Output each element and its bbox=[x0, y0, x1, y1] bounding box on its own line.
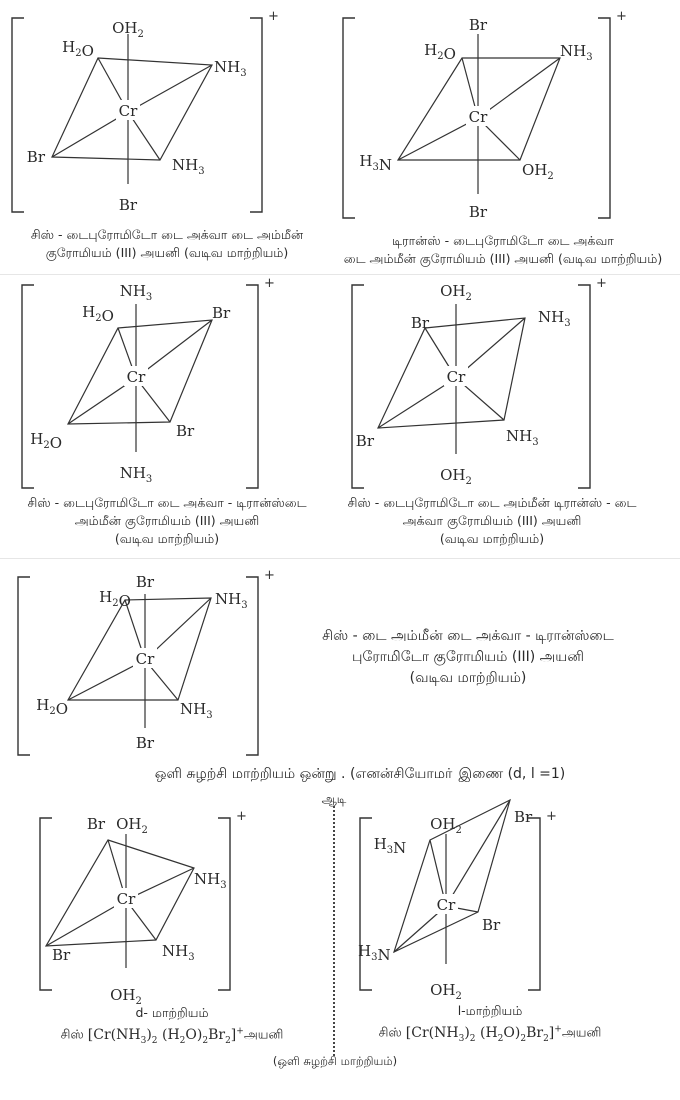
left-bracket bbox=[40, 818, 52, 990]
ligand-v0: Br bbox=[410, 314, 430, 332]
right-bracket bbox=[246, 285, 258, 488]
caption-cis-diammine-trans-dibromido bbox=[286, 626, 650, 689]
ligand-v2: Br bbox=[482, 916, 501, 934]
ligand-v3: $H_2O$ bbox=[36, 696, 68, 718]
ligand-v3: Br bbox=[52, 946, 71, 964]
caption-d-isomer bbox=[14, 1004, 330, 1049]
left-bracket bbox=[18, 577, 30, 755]
ligand-top: $OH_2$ bbox=[112, 19, 144, 40]
optical-bottom-note: (ஒளி சுழற்சி மாற்றியம்) bbox=[272, 1054, 398, 1068]
charge-sign: + bbox=[616, 9, 627, 24]
complex-s6 bbox=[40, 809, 247, 1007]
right-bracket bbox=[598, 18, 610, 218]
left-bracket bbox=[360, 818, 372, 990]
ligand-bottom: $OH_2$ bbox=[110, 986, 142, 1007]
ligand-top: $OH_2$ bbox=[116, 815, 148, 836]
caption-l-isomer bbox=[330, 1002, 650, 1047]
section-divider bbox=[0, 558, 680, 559]
ligand-v2: $NH_3$ bbox=[162, 942, 195, 963]
ligand-v2: $NH_3$ bbox=[180, 700, 213, 721]
left-bracket bbox=[343, 18, 355, 218]
ligand-v3: $H_2O$ bbox=[30, 430, 62, 452]
caption-line: (வடிவ மாற்றியம்) bbox=[409, 670, 527, 686]
caption-line: குரோமியம் (III) அயனி (வடிவ மாற்றியம்) bbox=[45, 245, 289, 260]
formula: [$Cr(NH_3)_2$ $(H_2O)_2Br_2]^+$ bbox=[405, 1024, 562, 1044]
ligand-bottom: Br bbox=[118, 196, 138, 214]
ligand-v3: $H_3N$ bbox=[359, 152, 392, 174]
formula-prefix: சிஸ் bbox=[60, 1026, 84, 1042]
ligand-top: Br bbox=[468, 16, 488, 34]
caption-line: சிஸ் - டைபுரோமிடோ டை அக்வா டை அம்மீன் bbox=[30, 227, 304, 242]
complex-s4 bbox=[352, 276, 607, 488]
complex-s7 bbox=[358, 800, 557, 1002]
caption-line: சிஸ் - டைபுரோமிடோ டை அக்வா - டிரான்ஸ்டை bbox=[27, 495, 307, 510]
formula: [$Cr(NH_3)_2$ $(H_2O)_2Br_2]^+$ bbox=[87, 1026, 244, 1046]
section-divider bbox=[0, 274, 680, 275]
ligand-v2: $OH_2$ bbox=[522, 161, 554, 182]
complex-s2 bbox=[343, 9, 627, 221]
chromium-center: Cr bbox=[468, 108, 488, 126]
chromium-center: Cr bbox=[135, 650, 155, 668]
charge-sign: + bbox=[596, 276, 607, 291]
ligand-v2: $NH_3$ bbox=[506, 427, 539, 448]
caption-trans-dibromido bbox=[328, 232, 678, 268]
caption-line: டை அம்மீன் குரோமியம் (III) அயனி (வடிவ மாற்றியம்) bbox=[343, 251, 663, 266]
ligand-top: $OH_2$ bbox=[440, 282, 472, 303]
optical-isomer-note: ஒளி சுழற்சி மாற்றியம் ஒன்று . (எனன்சியோமா் இணை (d, l =1) bbox=[154, 766, 566, 782]
ligand-bottom: $OH_2$ bbox=[430, 981, 462, 1002]
d-isomer-label: d- மாற்றியம் bbox=[135, 1005, 209, 1020]
ligand-v1: $NH_3$ bbox=[194, 870, 227, 891]
ligand-bottom: Br bbox=[135, 734, 155, 752]
ligand-v1: Br bbox=[514, 808, 533, 826]
right-bracket bbox=[250, 18, 262, 212]
caption-line: புரோமிடோ குரோமியம் (III) அயனி bbox=[352, 649, 584, 665]
ligand-v0: $H_2O$ bbox=[62, 38, 94, 60]
complex-s1 bbox=[12, 9, 279, 214]
ligand-v0: $H_2O$ bbox=[82, 303, 114, 325]
charge-sign: + bbox=[268, 9, 279, 24]
ligand-v1: $NH_3$ bbox=[538, 308, 571, 329]
charge-sign: + bbox=[264, 568, 275, 583]
right-bracket bbox=[578, 285, 590, 488]
caption-line: அம்மீன் குரோமியம் (III) அயனி bbox=[74, 513, 260, 528]
caption-line: சிஸ் - டை அம்மீன் டை அக்வா - டிரான்ஸ்டை bbox=[322, 628, 614, 644]
mirror-label: ஆடி bbox=[321, 792, 347, 806]
ligand-v1: $NH_3$ bbox=[560, 42, 593, 63]
ligand-v2: $NH_3$ bbox=[172, 156, 205, 177]
left-bracket bbox=[22, 285, 34, 488]
chromium-center: Cr bbox=[436, 896, 456, 914]
l-isomer-label: l-மாற்றியம் bbox=[457, 1003, 523, 1018]
right-bracket bbox=[246, 577, 258, 755]
left-bracket bbox=[352, 285, 364, 488]
ligand-bottom: Br bbox=[468, 203, 488, 221]
ligand-top: $NH_3$ bbox=[119, 282, 153, 303]
complex-s5 bbox=[18, 568, 275, 755]
formula-suffix: அயனி bbox=[561, 1024, 602, 1040]
caption-cis-dibromido-trans-diammine bbox=[0, 494, 334, 548]
caption-line: (வடிவ மாற்றியம்) bbox=[439, 531, 545, 546]
caption-line: (வடிவ மாற்றியம்) bbox=[114, 531, 220, 546]
ligand-v0: Br bbox=[86, 815, 106, 833]
charge-sign: + bbox=[546, 809, 557, 824]
chromium-center: Cr bbox=[446, 368, 466, 386]
ligand-v1: Br bbox=[212, 304, 231, 322]
ligand-v2: Br bbox=[176, 422, 195, 440]
right-bracket bbox=[528, 818, 540, 990]
formula-suffix: அயனி bbox=[243, 1026, 284, 1042]
ligand-bottom: $OH_2$ bbox=[440, 466, 472, 487]
ligand-v0: $H_2O$ bbox=[99, 588, 131, 610]
d-isomer-formula bbox=[14, 1022, 330, 1049]
right-bracket bbox=[218, 818, 230, 990]
formula-prefix: சிஸ் bbox=[378, 1024, 402, 1040]
ligand-v3: Br bbox=[26, 148, 45, 166]
caption-line: அக்வா குரோமியம் (III) அயனி bbox=[402, 513, 582, 528]
caption-cis-dibromido bbox=[2, 226, 332, 262]
ligand-top: Br bbox=[135, 573, 155, 591]
ligand-v1: $NH_3$ bbox=[214, 58, 247, 79]
charge-sign: + bbox=[264, 276, 275, 291]
caption-line: சிஸ் - டைபுரோமிடோ டை அம்மீன் டிரான்ஸ் - டை bbox=[347, 495, 637, 510]
ligand-v1: $NH_3$ bbox=[215, 590, 248, 611]
ligand-v3: Br bbox=[355, 432, 374, 450]
left-bracket bbox=[12, 18, 24, 212]
ligand-v3: $H_3N$ bbox=[358, 942, 391, 964]
ligand-v0: $H_2O$ bbox=[424, 41, 456, 63]
complex-s3 bbox=[22, 276, 275, 488]
l-isomer-formula bbox=[330, 1020, 650, 1047]
chromium-center: Cr bbox=[118, 102, 138, 120]
caption-line: டிரான்ஸ் - டைபுரோமிடோ டை அக்வா bbox=[392, 233, 614, 248]
ligand-bottom: $NH_3$ bbox=[119, 464, 153, 485]
caption-cis-dibromido-trans-diaqua bbox=[324, 494, 660, 548]
charge-sign: + bbox=[236, 809, 247, 824]
ligand-top: $OH_2$ bbox=[430, 815, 462, 836]
ligand-v0: $H_3N$ bbox=[373, 835, 407, 857]
chromium-center: Cr bbox=[126, 368, 146, 386]
chromium-center: Cr bbox=[116, 890, 136, 908]
